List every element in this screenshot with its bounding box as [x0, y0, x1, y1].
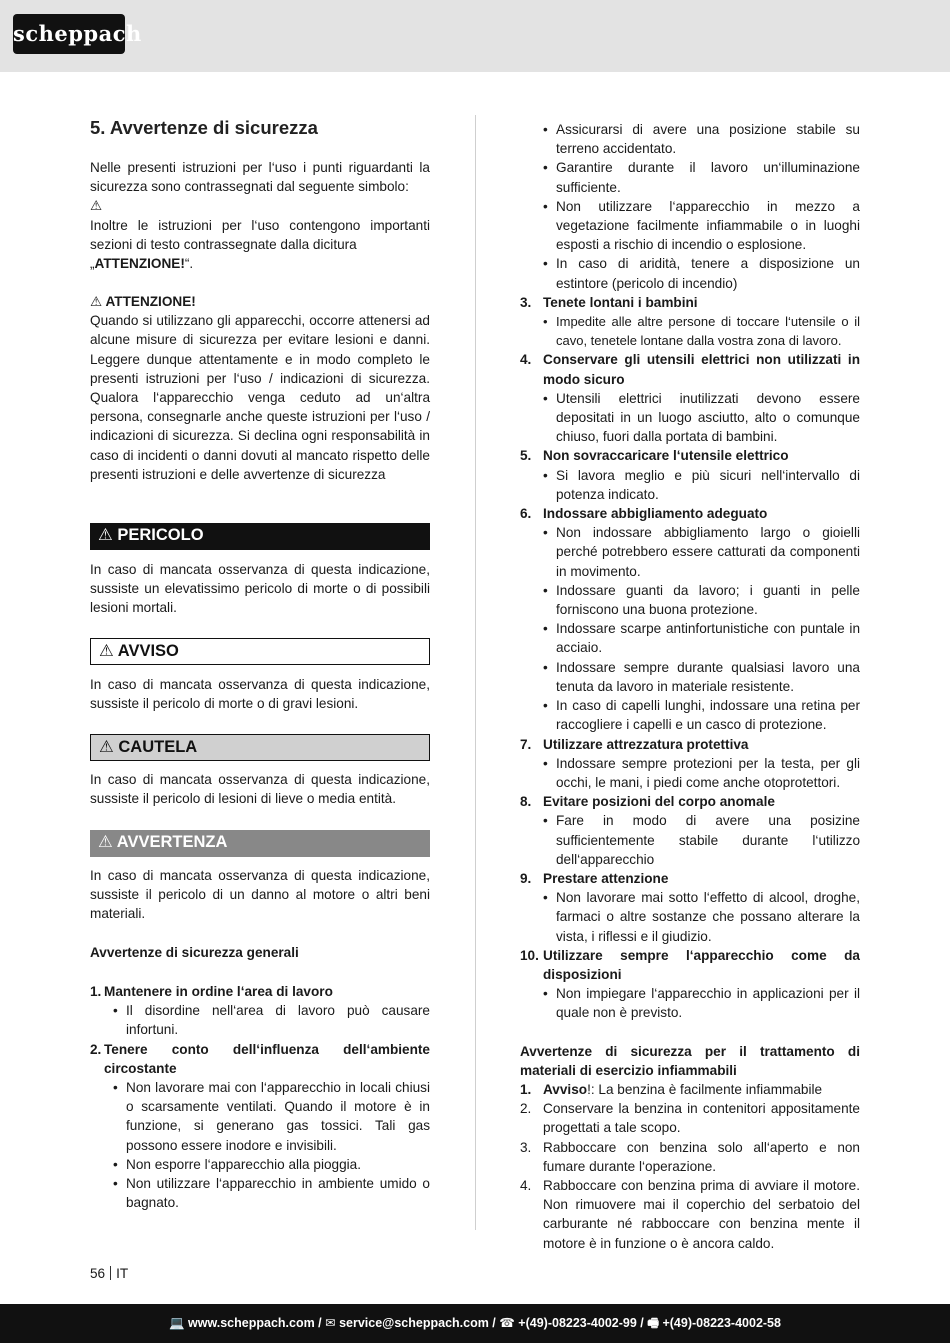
list-item: • Non utilizzare l‘apparecchio in mezzo a vegetazione facilmente infiammabile o in luoghi esposti a rischio di incendio o esplosione. [520, 197, 860, 255]
general-item [90, 982, 430, 1001]
fuel-item [520, 1080, 860, 1099]
intro-text [90, 158, 430, 273]
notice-label: ⚠ AVVERTENZA [90, 830, 430, 857]
list-item: • Indossare sempre durante qualsiasi lavoro una tenuta da lavoro in materiale resistente. [520, 658, 860, 696]
caution-text: In caso di mancata osservanza di questa indicazione, sussiste il pericolo di lesioni di lieve o media entità. [90, 772, 430, 807]
item-number: 4. [520, 352, 532, 368]
item-number: 5. [520, 448, 532, 464]
item-title: Evitare posizioni del corpo anomale [543, 794, 775, 810]
item-number: 1. [520, 1081, 532, 1097]
footer-bar: 💻 www.scheppach.com / ✉ service@scheppach.com / ☎ +(49)-08223-4002-99 / 🖷 +(49)-08223-4002-58 [0, 1304, 950, 1343]
general-item [520, 792, 860, 811]
list-item: • Utensili elettrici inutilizzati devono essere depositati in un luogo asciutto, alto o comunque chiuso, fuori dalla portata di bambini. [520, 389, 860, 447]
column-divider [475, 115, 476, 1230]
item-number: 1. [90, 984, 102, 999]
attention-heading: ⚠ ATTENZIONE! [90, 294, 196, 309]
scheppach-logo: scheppach [13, 14, 125, 54]
danger-text: In caso di mancata osservanza di questa indicazione, sussiste un elevatissimo pericolo di morte o di possibili lesioni mortali. [90, 562, 430, 616]
warning-text: In caso di mancata osservanza di questa indicazione, sussiste il pericolo di morte o di gravi lesioni. [90, 677, 430, 712]
item-number: 2. [520, 1101, 532, 1117]
list-item: • Garantire durante il lavoro un‘illuminazione sufficiente. [520, 158, 860, 196]
list-item: • Non lavorare mai con l‘apparecchio in locali chiusi o scarsamente ventilati. Quando il motore è in funzione, si generano gas tossici. Tali gas possono essere inodore e invisibili. [90, 1078, 430, 1155]
list-item: • Indossare guanti da lavoro; i guanti in pelle forniscono una buona protezione. [520, 581, 860, 619]
page-separator [110, 1266, 111, 1280]
general-heading-text: Avvertenze di sicurezza generali [90, 945, 299, 960]
list-item: • Indossare scarpe antinfortunistiche con puntale in acciaio. [520, 619, 860, 657]
general-heading [90, 943, 430, 962]
list-item: • Si lavora meglio e più sicuri nell‘intervallo di potenza indicato. [520, 466, 860, 504]
item-title: Utilizzare attrezzatura protettiva [543, 736, 749, 752]
general-item [90, 1040, 430, 1078]
fuel-item [520, 1099, 860, 1137]
fuel-item-text: Rabboccare con benzina solo all‘aperto e non fumare durante l‘operazione. [543, 1139, 860, 1174]
item-number: 7. [520, 736, 532, 752]
list-item: • Non esporre l‘apparecchio alla pioggia. [90, 1155, 430, 1174]
fuel-item [520, 1176, 860, 1253]
list-item: • Non lavorare mai sotto l‘effetto di alcool, droghe, farmaci o altre sostanze che possano alterare la vista, i riflessi e il giudizio. [520, 888, 860, 946]
item-number: 8. [520, 794, 532, 810]
item-number: 6. [520, 506, 532, 522]
warning-label: ⚠ AVVISO [90, 638, 430, 665]
header-bar [0, 0, 950, 72]
item-title: Prestare attenzione [543, 870, 669, 886]
general-list [90, 982, 430, 1212]
quote-close: “. [184, 256, 194, 272]
fuel-heading: Avvertenze di sicurezza per il trattamento di materiali di esercizio infiammabili [520, 1043, 860, 1078]
fuel-item-text: !: La benzina è facilmente infiammabile [587, 1081, 823, 1097]
fuel-item [520, 1138, 860, 1176]
right-column [520, 120, 860, 1253]
general-item [520, 350, 860, 388]
page-number [90, 1264, 128, 1283]
danger-label: ⚠ PERICOLO [90, 523, 430, 550]
list-item: • Non impiegare l‘apparecchio in applicazioni per il quale non è previsto. [520, 984, 860, 1022]
attention-block [90, 292, 430, 484]
attention-word: ATTENZIONE! [94, 256, 185, 272]
item-title: Tenete lontani i bambini [543, 294, 698, 310]
intro-line-2-text: Inoltre le istruzioni per l‘uso contengono importanti sezioni di testo contrassegnate dalla dicitura [90, 217, 430, 252]
fuel-item-text: Rabboccare con benzina prima di avviare il motore. Non rimuovere mai il coperchio del serbatoio del carburante né rabboccare con benzina mente il motore è in funzione o è ancora caldo. [543, 1177, 860, 1251]
page-number-value: 56 [90, 1266, 106, 1281]
notice-text: In caso di mancata osservanza di questa indicazione, sussiste il pericolo di un danno al motore o altri beni materiali. [90, 868, 430, 922]
general-item [520, 946, 860, 984]
item-number: 9. [520, 870, 532, 886]
general-item [520, 735, 860, 754]
list-item: • In caso di aridità, tenere a disposizione un estintore (pericolo di incendio) [520, 254, 860, 292]
general-item [520, 869, 860, 888]
list-item: • Non indossare abbigliamento largo o gioielli perché potrebbero essere catturati da componenti in movimento. [520, 523, 860, 581]
item-title: Non sovraccaricare l‘utensile elettrico [543, 448, 789, 464]
item-number: 2. [90, 1041, 102, 1057]
list-item: • In caso di capelli lunghi, indossare una retina per raccogliere i capelli e un casco di protezione. [520, 696, 860, 734]
list-item: • Assicurarsi di avere una posizione stabile su terreno accidentato. [520, 120, 860, 158]
item-title: Utilizzare sempre l‘apparecchio come da disposizioni [543, 947, 860, 982]
general-item [520, 446, 860, 465]
list-item: • Indossare sempre protezioni per la testa, per gli occhi, le mani, i piedi come anche otoprotettori. [520, 754, 860, 792]
fuel-item-text: Conservare la benzina in contenitori appositamente progettati a tale scopo. [543, 1101, 860, 1136]
item-number: 3. [520, 294, 532, 310]
general-item [520, 504, 860, 523]
intro-line-2 [90, 216, 430, 274]
item-number: 4. [520, 1177, 532, 1193]
list-item: • Non utilizzare l‘apparecchio in ambiente umido o bagnato. [90, 1174, 430, 1212]
page-language: IT [116, 1266, 129, 1281]
list-item: • Fare in modo di avere una posizine sufficientemente stabile durante l‘utilizzo dell‘apparecchio [520, 811, 860, 869]
warning-symbol-icon: ⚠ [90, 198, 103, 214]
caution-label: ⚠ CAUTELA [90, 734, 430, 761]
item-number: 3. [520, 1139, 532, 1155]
list-item: • Impedite alle altre persone di toccare l‘utensile o il cavo, tenetele lontane dalla vostra zona di lavoro. [520, 312, 860, 350]
item-title: Mantenere in ordine l‘area di lavoro [104, 984, 333, 999]
item-title: Tenere conto dell‘influenza dell‘ambiente circostante [104, 1041, 430, 1076]
quote-open: „ [90, 256, 95, 272]
intro-line-1: Nelle presenti istruzioni per l‘uso i punti riguardanti la sicurezza sono contrassegnati dal seguente simbolo: [90, 160, 430, 195]
list-item: • Il disordine nell‘area di lavoro può causare infortuni. [90, 1001, 430, 1039]
attention-text: Quando si utilizzano gli apparecchi, occorre attenersi ad alcune misure di sicurezza per evitare lesioni e danni. Leggere dunque attentamente e in modo completo le presenti istruzioni per l‘uso / indicazioni di sicurezza. Qualora l‘apparecchio venga ceduto ad un‘altra persona, consegnarle anche queste istruzioni per l‘uso / indicazioni di sicurezza. Si declina ogni responsabilità in caso di incidenti o danni dovuti al mancato rispetto delle presenti istruzioni e delle avvertenze di sicurezza [90, 313, 430, 482]
general-item [520, 293, 860, 312]
fuel-item-bold: Avviso [543, 1081, 588, 1097]
item-title: Conservare gli utensili elettrici non utilizzati in modo sicuro [543, 352, 860, 387]
item-title: Indossare abbigliamento adeguato [543, 506, 768, 522]
item-number: 10. [520, 947, 539, 963]
section-title: 5. Avvertenze di sicurezza [90, 117, 318, 138]
